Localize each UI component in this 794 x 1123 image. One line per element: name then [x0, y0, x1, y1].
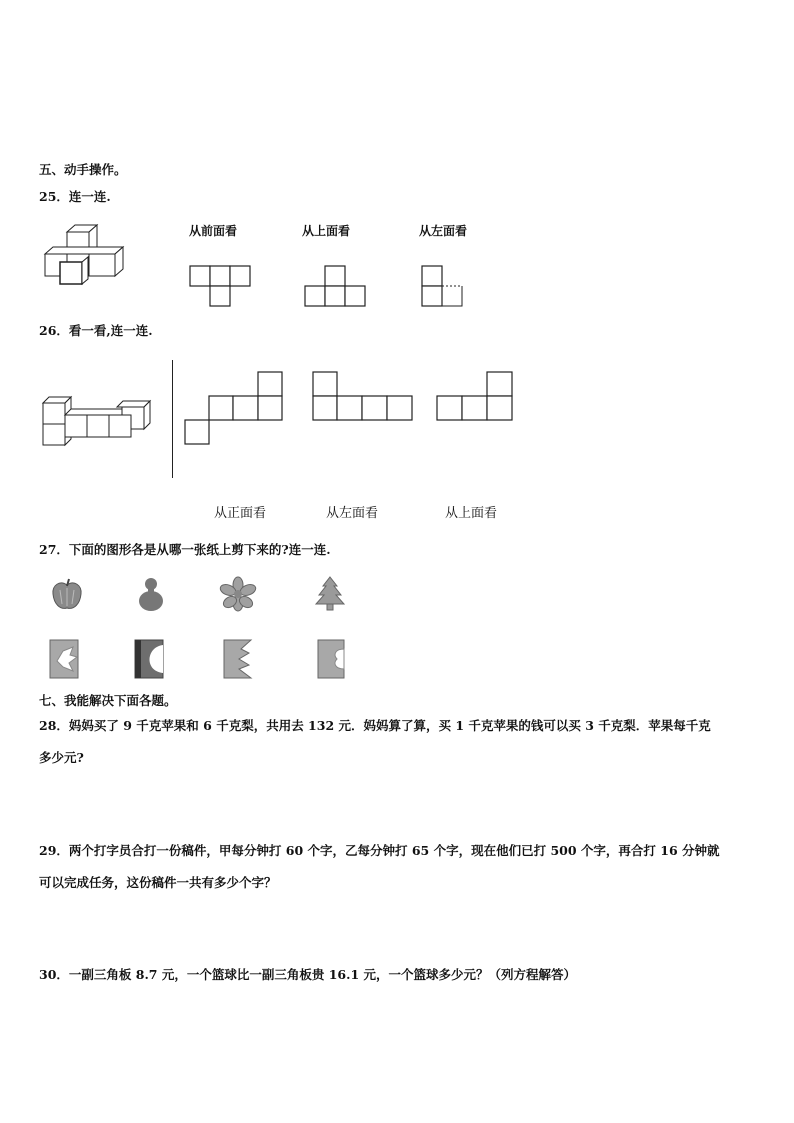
q25-left-view-figure — [421, 265, 463, 307]
q25-cube-stack — [40, 222, 130, 288]
q25-view-front: 从前面看 — [189, 224, 238, 238]
q26-figure-c — [436, 371, 514, 423]
q26-view-left: 从左面看 — [326, 506, 379, 521]
paper-zigzag-cut-icon — [223, 639, 253, 679]
question-27-label: 27．下面的图形各是从哪一张纸上剪下来的?连一连. — [39, 542, 331, 557]
flower-shape-icon — [220, 577, 256, 611]
question-28-line-2: 多少元? — [39, 750, 84, 765]
apple-shape-icon — [50, 578, 84, 612]
question-30-line-1: 30．一副三角板 8.7 元，一个篮球比一副三角板贵 16.1 元，一个篮球多少元？（列方程解答） — [39, 967, 576, 982]
q26-view-top: 从上面看 — [445, 506, 498, 521]
paper-leaf-cut-icon — [49, 639, 81, 679]
question-29-line-2: 可以完成任务，这份稿件一共有多少个字？ — [39, 875, 277, 890]
q25-top-view-figure — [304, 265, 366, 307]
paper-round-cut-icon — [317, 639, 349, 679]
q26-figure-a — [184, 371, 284, 447]
paper-circle-cut-icon — [134, 639, 166, 679]
question-29-line-1: 29．两个打字员合打一份稿件，甲每分钟打 60 个字，乙每分钟打 65 个字，现在他们已打 500 个字，再合打 16 分钟就 — [39, 843, 720, 858]
question-28-line-1: 28．妈妈买了 9 千克苹果和 6 千克梨，共用去 132 元．妈妈算了算，买 1 千克苹果的钱可以买 3 千克梨．苹果每千克 — [39, 718, 711, 733]
question-25-label: 25．连一连. — [39, 189, 111, 204]
q25-front-view-figure — [189, 265, 251, 307]
q26-view-front: 从正面看 — [214, 506, 267, 521]
q26-cube-assembly — [42, 395, 154, 447]
q25-view-left: 从左面看 — [419, 224, 468, 238]
q26-figure-b — [312, 371, 414, 423]
section-seven-title: 七、我能解决下面各题。 — [39, 693, 177, 708]
q25-view-top: 从上面看 — [302, 224, 351, 238]
question-26-label: 26．看一看,连一连. — [39, 323, 153, 338]
tree-shape-icon — [315, 576, 345, 612]
section-five-title: 五、动手操作。 — [39, 162, 127, 177]
q26-divider — [172, 360, 173, 478]
gourd-shape-icon — [136, 576, 166, 612]
